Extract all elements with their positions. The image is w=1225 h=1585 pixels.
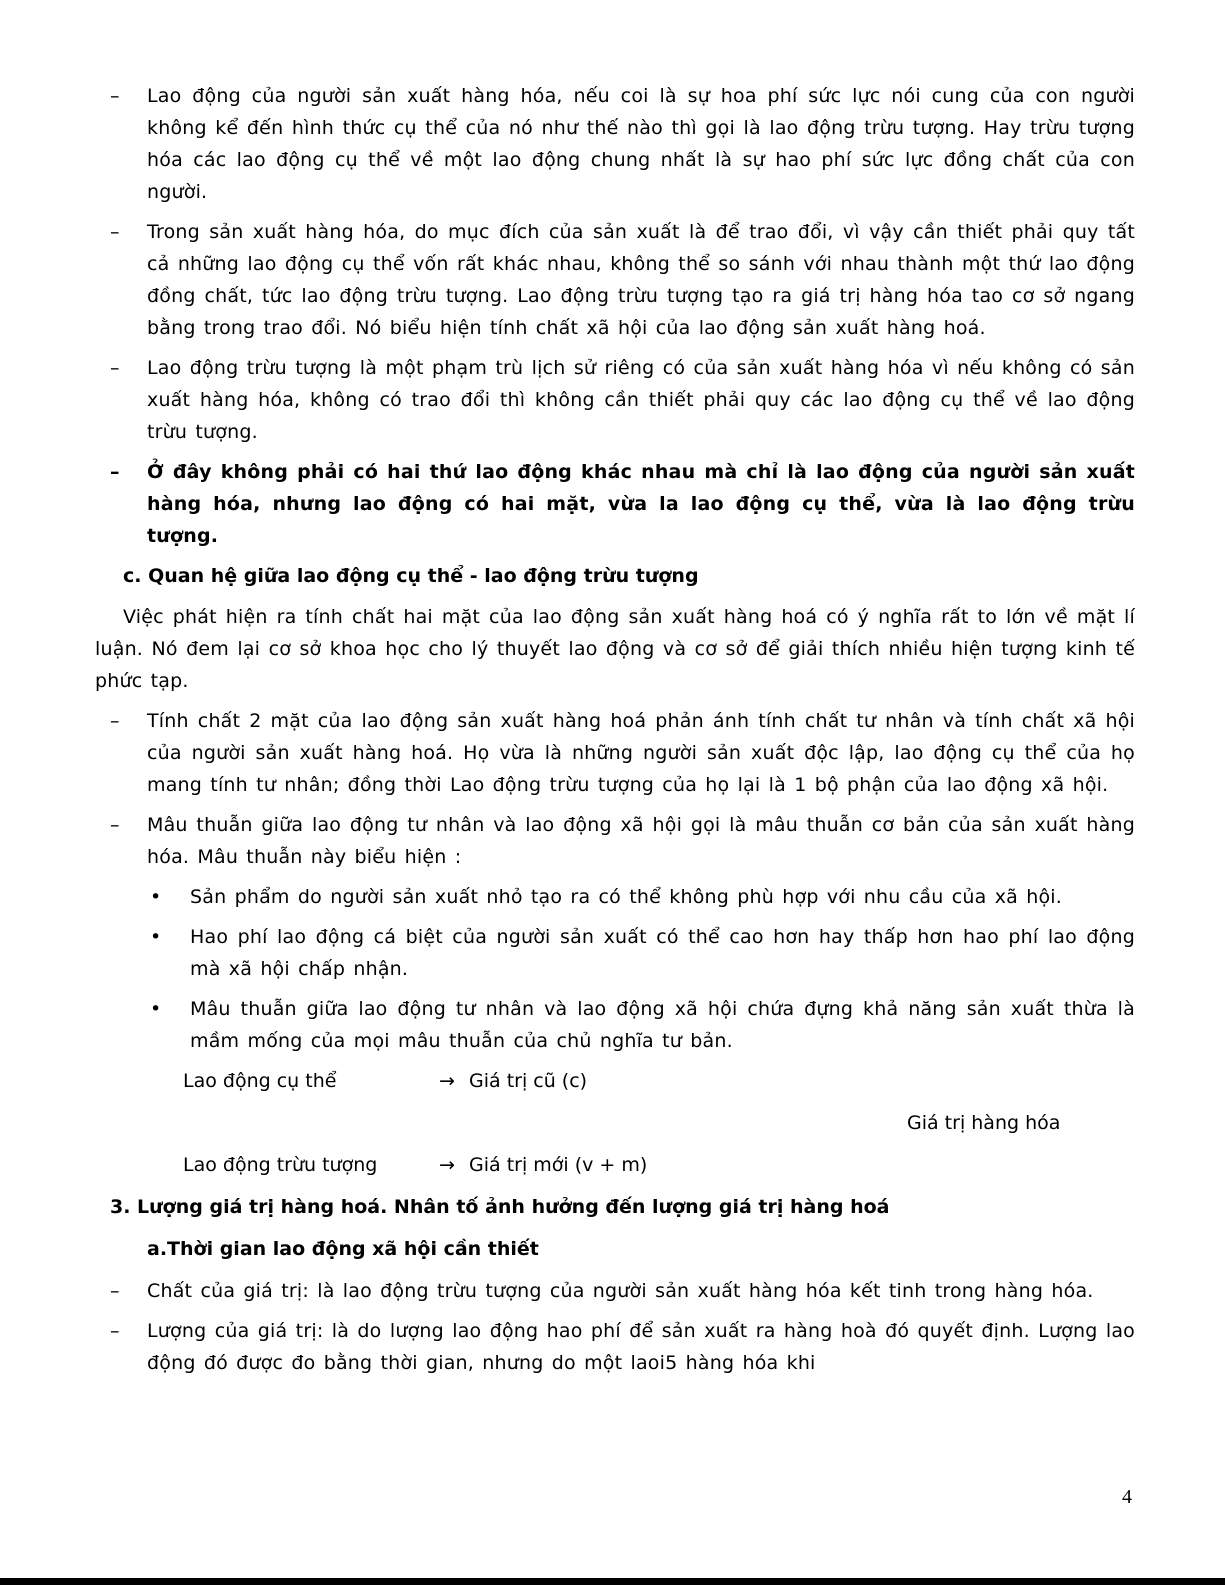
diagram-row-concrete-labor xyxy=(183,1065,1135,1097)
sub-list-item-text: Sản phẩm do người sản xuất nhỏ tạo ra có thể không phù hợp với nhu cầu của xã hội. xyxy=(190,886,1063,908)
list-item xyxy=(110,809,1135,873)
dash-marker: – xyxy=(110,357,120,379)
page-bottom-edge xyxy=(0,1578,1225,1585)
diagram-label: Lao động cụ thể xyxy=(183,1070,337,1092)
dash-marker: – xyxy=(110,461,120,483)
sub-list-item xyxy=(150,993,1135,1057)
dash-marker: – xyxy=(110,85,120,107)
sub-list-item-text: Hao phí lao động cá biệt của người sản xuất có thể cao hơn hay thấp hơn hao phí lao động mà xã hội chấp nhận. xyxy=(190,926,1135,980)
dash-marker: – xyxy=(110,814,120,836)
list-item-text: Lao động trừu tượng là một phạm trù lịch sử riêng có của sản xuất hàng hóa vì nếu không có sản xuất hàng hóa, không có trao đổi thì không cần thiết phải quy các lao động cụ thể về lao động trừu tượng. xyxy=(147,357,1135,443)
list-item xyxy=(110,352,1135,448)
paragraph: Việc phát hiện ra tính chất hai mặt của lao động sản xuất hàng hoá có ý nghĩa rất to lớn về mặt lí luận. Nó đem lại cơ sở khoa học cho lý thuyết lao động và cơ sở để giải thích nhiều hiện tượng kinh tế phức tạp. xyxy=(95,606,1135,692)
section-heading-c: c. Quan hệ giữa lao động cụ thể - lao động trừu tượng xyxy=(123,565,699,587)
arrow-right-icon: → xyxy=(439,1070,455,1092)
list-item xyxy=(110,1275,1135,1307)
diagram-value: Giá trị cũ (c) xyxy=(469,1070,588,1092)
bullet-marker: • xyxy=(150,998,162,1020)
diagram-value: Giá trị mới (v + m) xyxy=(469,1154,648,1176)
bullet-marker: • xyxy=(150,886,162,908)
dash-marker: – xyxy=(110,1280,120,1302)
list-item xyxy=(110,705,1135,801)
list-item-text: Tính chất 2 mặt của lao động sản xuất hàng hoá phản ánh tính chất tư nhân và tính chất xã hội của người sản xuất hàng hoá. Họ vừa là những người sản xuất độc lập, lao động cụ thể của họ mang tính tư nhân; đồng thời Lao động trừu tượng của họ lại là 1 bộ phận của lao động xã hội. xyxy=(147,710,1135,796)
arrow-right-icon: → xyxy=(439,1154,455,1176)
list-item-emphasized xyxy=(110,456,1135,552)
sub-list-item xyxy=(150,881,1135,913)
list-item xyxy=(110,80,1135,208)
section-heading-a: a.Thời gian lao động xã hội cần thiết xyxy=(147,1238,539,1260)
page-number: 4 xyxy=(1122,1486,1132,1508)
list-item-text: Ở đây không phải có hai thứ lao động khác nhau mà chỉ là lao động của người sản xuất hàng hóa, nhưng lao động có hai mặt, vừa la lao động cụ thể, vừa là lao động trừu tượng. xyxy=(147,461,1135,547)
diagram-label-commodity-value: Giá trị hàng hóa xyxy=(907,1112,1061,1134)
section-heading-3: 3. Lượng giá trị hàng hoá. Nhân tố ảnh hưởng đến lượng giá trị hàng hoá xyxy=(110,1196,890,1218)
dash-marker: – xyxy=(110,710,120,732)
list-item-text: Lao động của người sản xuất hàng hóa, nếu coi là sự hoa phí sức lực nói cung của con người không kể đến hình thức cụ thể của nó như thế nào thì gọi là lao động trừu tượng. Hay trừu tượng hóa các lao động cụ thể về một lao động chung nhất là sự hao phí sức lực đồng chất của con người. xyxy=(147,85,1135,203)
list-item-text: Chất của giá trị: là lao động trừu tượng của người sản xuất hàng hóa kết tinh trong hàng hóa. xyxy=(147,1280,1094,1302)
list-item xyxy=(110,216,1135,344)
diagram-row-abstract-labor xyxy=(183,1149,1135,1181)
diagram-label: Lao động trừu tượng xyxy=(183,1154,378,1176)
dash-marker: – xyxy=(110,221,120,243)
dash-marker: – xyxy=(110,1320,120,1342)
bullet-marker: • xyxy=(150,926,162,948)
sub-list-item xyxy=(150,921,1135,985)
list-item-text: Trong sản xuất hàng hóa, do mục đích của sản xuất là để trao đổi, vì vậy cần thiết phải quy tất cả những lao động cụ thể vốn rất khác nhau, không thể so sánh với nhau thành một thứ lao động đồng chất, tức lao động trừu tượng. Lao động trừu tượng tạo ra giá trị hàng hóa tao cơ sở ngang bằng trong trao đổi. Nó biểu hiện tính chất xã hội của lao động sản xuất hàng hoá. xyxy=(147,221,1135,339)
list-item-text: Mâu thuẫn giữa lao động tư nhân và lao động xã hội gọi là mâu thuẫn cơ bản của sản xuất hàng hóa. Mâu thuẫn này biểu hiện : xyxy=(147,814,1135,868)
list-item xyxy=(110,1315,1135,1379)
sub-list-item-text: Mâu thuẫn giữa lao động tư nhân và lao động xã hội chứa đựng khả năng sản xuất thừa là mầm mống của mọi mâu thuẫn của chủ nghĩa tư bản. xyxy=(190,998,1135,1052)
value-diagram xyxy=(183,1065,1135,1181)
list-item-text: Lượng của giá trị: là do lượng lao động hao phí để sản xuất ra hàng hoà đó quyết định. Lượng lao động đó được đo bằng thời gian, nhưng do một laoi5 hàng hóa khi xyxy=(147,1320,1135,1374)
